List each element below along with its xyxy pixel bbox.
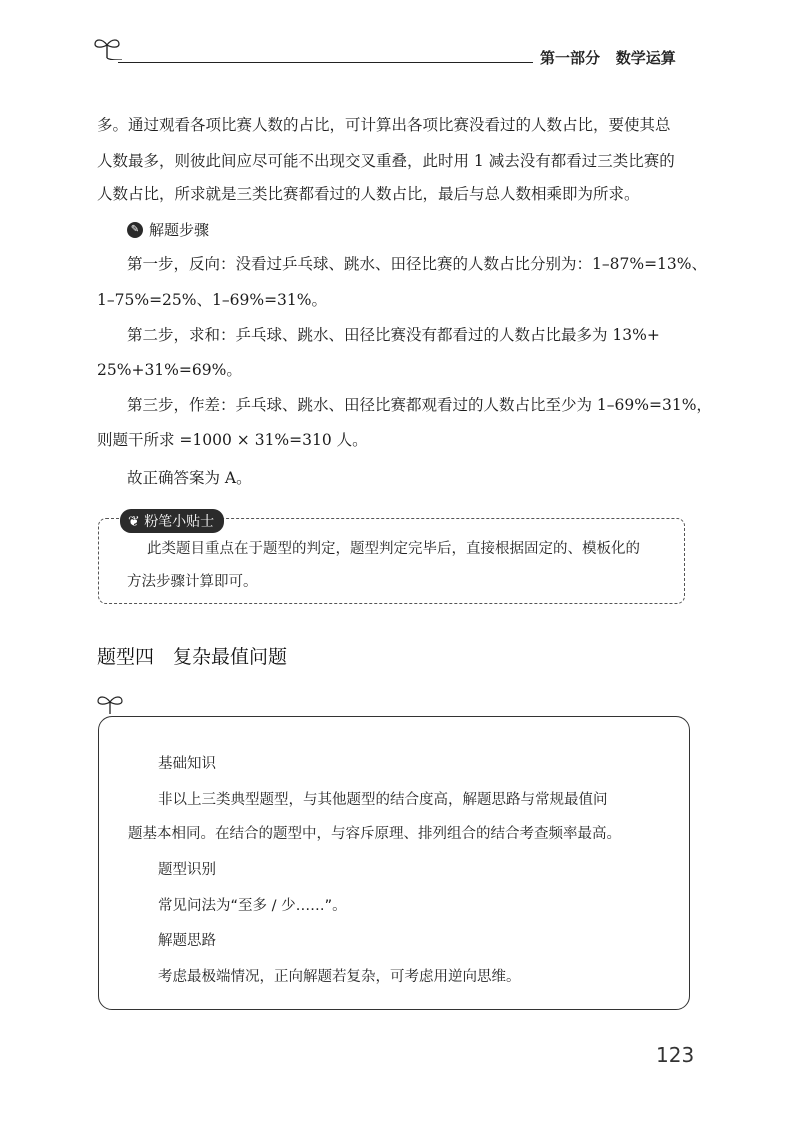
basic-knowledge-line-2: 题基本相同。在结合的题型中，与容斥原理、排列组合的结合考查频率最高。 (128, 826, 621, 842)
step-line-4: 25%+31%=69%。 (97, 361, 242, 379)
step-line-6: 则题干所求 =1000 × 31%=310 人。 (97, 431, 368, 449)
identify-line: 常见问法为“至多 / 少……”。 (158, 898, 347, 914)
steps-heading-text: 解题步骤 (149, 221, 210, 239)
intro-line-2: 人数最多，则彼此间应尽可能不出现交叉重叠，此时用 1 减去没有都看过三类比赛的 (97, 152, 675, 170)
identify-title: 题型识别 (158, 862, 216, 878)
header-section: 第一部分 (540, 49, 601, 67)
intro-line-3: 人数占比，所求就是三类比赛都看过的人数占比，最后与总人数相乘即为所求。 (97, 185, 640, 203)
tip-line-2: 方法步骤计算即可。 (127, 574, 258, 590)
running-header (540, 47, 676, 68)
header-rule (118, 62, 533, 63)
tip-line-1: 此类题目重点在于题型的判定，题型判定完毕后，直接根据固定的、模板化的 (147, 541, 640, 557)
tip-label-text: 粉笔小贴士 (144, 514, 215, 530)
step-line-3: 第二步，求和：乒乓球、跳水、田径比赛没有都看过的人数占比最多为 13%+ (127, 326, 660, 344)
step-line-1: 第一步，反向：没看过乒乓球、跳水、田径比赛的人数占比分别为：1–87%=13%、 (127, 255, 708, 273)
steps-heading (127, 219, 209, 240)
intro-line-1: 多。通过观看各项比赛人数的占比，可计算出各项比赛没看过的人数占比，要使其总 (97, 116, 671, 134)
step-line-2: 1–75%=25%、1–69%=31%。 (97, 291, 328, 309)
header-title: 数学运算 (615, 49, 676, 67)
basic-knowledge-line-1: 非以上三类典型题型，与其他题型的结合度高，解题思路与常规最值问 (158, 792, 608, 808)
basic-knowledge-title: 基础知识 (158, 756, 216, 772)
section-title: 题型四 复杂最值问题 (97, 646, 288, 668)
step-line-5: 第三步，作差：乒乓球、跳水、田径比赛都观看过的人数占比至少为 1–69%=31%， (127, 396, 712, 414)
sprout-icon (96, 692, 124, 716)
tip-label (120, 509, 224, 533)
page-number: 123 (656, 1043, 695, 1067)
answer-line: 故正确答案为 A。 (127, 469, 252, 487)
sprout-icon: ❦ (128, 514, 140, 530)
approach-line: 考虑最极端情况，正向解题若复杂，可考虑用逆向思维。 (158, 969, 521, 985)
pencil-icon: ✎ (127, 222, 143, 238)
sprout-icon (92, 34, 122, 60)
approach-title: 解题思路 (158, 933, 216, 949)
